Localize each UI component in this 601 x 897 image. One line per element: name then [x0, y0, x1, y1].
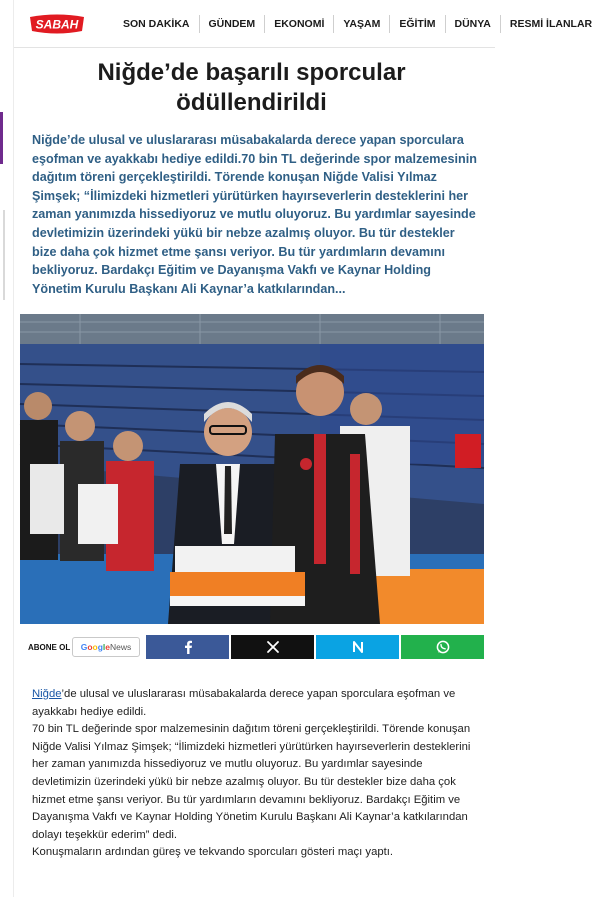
title-line-2: ödüllendirildi — [176, 89, 327, 116]
sabah-logo[interactable] — [28, 14, 86, 34]
follow-label: ABONE OL — [28, 642, 71, 652]
nav-dunya[interactable]: DÜNYA — [446, 15, 501, 33]
nav-egitim[interactable]: EĞİTİM — [390, 15, 445, 33]
google-news-button[interactable]: G o o g l e News — [72, 637, 140, 657]
logo-text: SABAH — [35, 17, 79, 31]
facebook-share-button[interactable] — [146, 635, 229, 659]
main-nav — [114, 0, 601, 48]
title-line-1: Niğde’de başarılı sporcular — [97, 59, 406, 86]
x-share-button[interactable] — [231, 635, 314, 659]
left-edge-strip — [0, 0, 14, 897]
x-icon — [267, 641, 279, 653]
nigde-tag-link[interactable]: Niğde — [32, 688, 62, 700]
facebook-icon — [183, 640, 193, 654]
nav-son-dakika[interactable]: SON DAKİKA — [114, 15, 200, 33]
next-sosyal-share-button[interactable] — [316, 635, 399, 659]
article-summary: Niğde’de ulusal ve uluslararası müsabakalarda derece yapan sporculara eşofman ve ayakkabı hediye edildi.70 bin TL değerinde spor malzemesinin dağıtım töreni gerçekleştirildi. Törende konuşan Niğde Valisi Yılmaz Şimşek; “İlimizdeki hizmetleri yürütürken hayırseverlerin desteklerini her zaman yanımızda hissediyoruz ve mutlu oluyoruz. Bu yardımlar sayesinde devletimizin üzerindeki yükü bir nebze azalmış oluyor. Bu tür destekler bize daha çok hizmet etme şansı veriyor. Bu tür yardımların devamını bekliyoruz. Bardakçı Eğitim ve Dayanışma Vakfı ve Kaynar Holding Yönetim Kurulu Başkanı Ali Kaynar’a katkılarından... — [32, 133, 477, 296]
whatsapp-share-button[interactable] — [401, 635, 484, 659]
ceremony-photo-illustration — [20, 314, 484, 624]
whatsapp-icon — [436, 640, 450, 654]
n-icon — [352, 641, 364, 653]
article-body — [32, 686, 484, 862]
edge-divider — [3, 210, 5, 300]
nav-yasam[interactable]: YAŞAM — [334, 15, 390, 33]
nav-resmi-ilanlar[interactable]: RESMİ İLANLAR — [509, 17, 593, 30]
edge-accent — [0, 112, 3, 164]
nav-gundem[interactable]: GÜNDEM — [200, 15, 266, 33]
article-paragraph-2: 70 bin TL değerinde spor malzemesinin dağıtım töreni gerçekleştirildi. Törende konuşan Niğde Valisi Yılmaz Şimşek; “İlimizdeki hizmetleri yürütürken hayırseverlerin desteklerini her zaman yanımızda hissediyoruz ve mutlu oluyoruz. Bu yardımlar sayesinde devletimizin üzerindeki yükü bir nebze azalmış oluyor. Bu tür destekler bize daha çok hizmet etme şansı veriyor. Bu tür yardımların devamını bekliyoruz. Bardakçı Eğitim ve Dayanışma Vakfı ve Kaynar Holding Yönetim Kurulu Başkanı Ali Kaynar’a katkılarından dolayı teşekkür ederim” dedi. — [32, 723, 471, 841]
article-paragraph-1: Niğde’de ulusal ve uluslararası müsabakalarda derece yapan sporculara eşofman ve ayakkabı hediye edildi. — [32, 688, 456, 718]
article-photo[interactable] — [20, 314, 484, 624]
article-title — [20, 58, 483, 118]
share-bar — [20, 635, 484, 659]
article-paragraph-3: Konuşmaların ardından güreş ve tekvando sporcuları gösteri maçı yaptı. — [32, 846, 394, 859]
nav-ekonomi[interactable]: EKONOMİ — [265, 15, 334, 33]
top-navigation-bar — [14, 0, 593, 48]
